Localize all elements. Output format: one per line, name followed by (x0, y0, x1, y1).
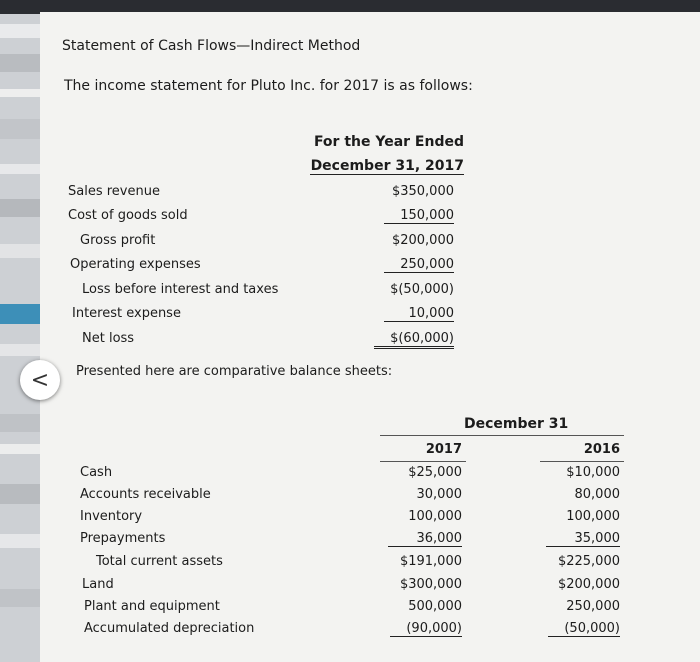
balance-row-2016: $225,000 (557, 554, 620, 569)
income-row-value: 10,000 (384, 306, 454, 322)
income-row-label: Cost of goods sold (68, 208, 188, 223)
income-row-label: Loss before interest and taxes (82, 282, 279, 297)
income-row-value: $(60,000) (374, 331, 454, 349)
balance-row-label: Accounts receivable (80, 487, 211, 502)
income-header-line2: December 31, 2017 (310, 158, 464, 174)
balance-row-2017: 30,000 (416, 487, 462, 502)
income-row-label: Sales revenue (68, 184, 160, 199)
chevron-left-icon: < (30, 367, 50, 393)
balance-row-2017: $300,000 (399, 577, 462, 592)
balance-header-rule (380, 435, 624, 436)
income-row-value: $350,000 (391, 184, 454, 199)
intro-text: The income statement for Pluto Inc. for 2017 is as follows: (64, 78, 473, 94)
balance-intro-text: Presented here are comparative balance sheets: (76, 364, 393, 379)
left-edge-strip (0, 14, 40, 662)
balance-row-label: Land (82, 577, 114, 592)
income-row-label: Interest expense (72, 306, 181, 321)
year-2016-rule (540, 461, 624, 462)
balance-row-2017: 36,000 (388, 531, 462, 547)
balance-row-2017: $191,000 (399, 554, 462, 569)
income-header-line1: For the Year Ended (313, 134, 464, 150)
income-row-value: 150,000 (384, 208, 454, 224)
income-row-value: 250,000 (384, 257, 454, 273)
balance-year-2017: 2017 (425, 442, 462, 457)
income-row-label: Operating expenses (70, 257, 201, 272)
balance-row-label: Inventory (80, 509, 143, 524)
balance-row-2017: $25,000 (408, 465, 462, 480)
page-title: Statement of Cash Flows—Indirect Method (62, 38, 361, 54)
balance-row-label: Accumulated depreciation (84, 621, 255, 636)
balance-row-2017: 100,000 (408, 509, 462, 524)
balance-row-2016: 35,000 (546, 531, 620, 547)
balance-row-2016: 80,000 (574, 487, 620, 502)
income-row-value: $200,000 (391, 233, 454, 248)
income-row-label: Net loss (82, 331, 135, 346)
income-row-value: $(50,000) (390, 282, 454, 297)
balance-row-2016: $10,000 (566, 465, 620, 480)
balance-row-2016: 100,000 (566, 509, 620, 524)
balance-row-label: Cash (80, 465, 113, 480)
balance-row-label: Total current assets (96, 554, 223, 569)
balance-row-2017: (90,000) (390, 621, 462, 637)
document-page (40, 12, 700, 662)
balance-row-label: Prepayments (80, 531, 166, 546)
balance-row-label: Plant and equipment (84, 599, 220, 614)
balance-row-2017: 500,000 (408, 599, 462, 614)
balance-year-2016: 2016 (583, 442, 620, 457)
balance-group-header: December 31 (464, 416, 569, 432)
balance-row-2016: 250,000 (566, 599, 620, 614)
balance-row-2016: (50,000) (548, 621, 620, 637)
year-2017-rule (380, 461, 466, 462)
balance-row-2016: $200,000 (557, 577, 620, 592)
income-row-label: Gross profit (80, 233, 156, 248)
back-button[interactable] (20, 360, 60, 400)
